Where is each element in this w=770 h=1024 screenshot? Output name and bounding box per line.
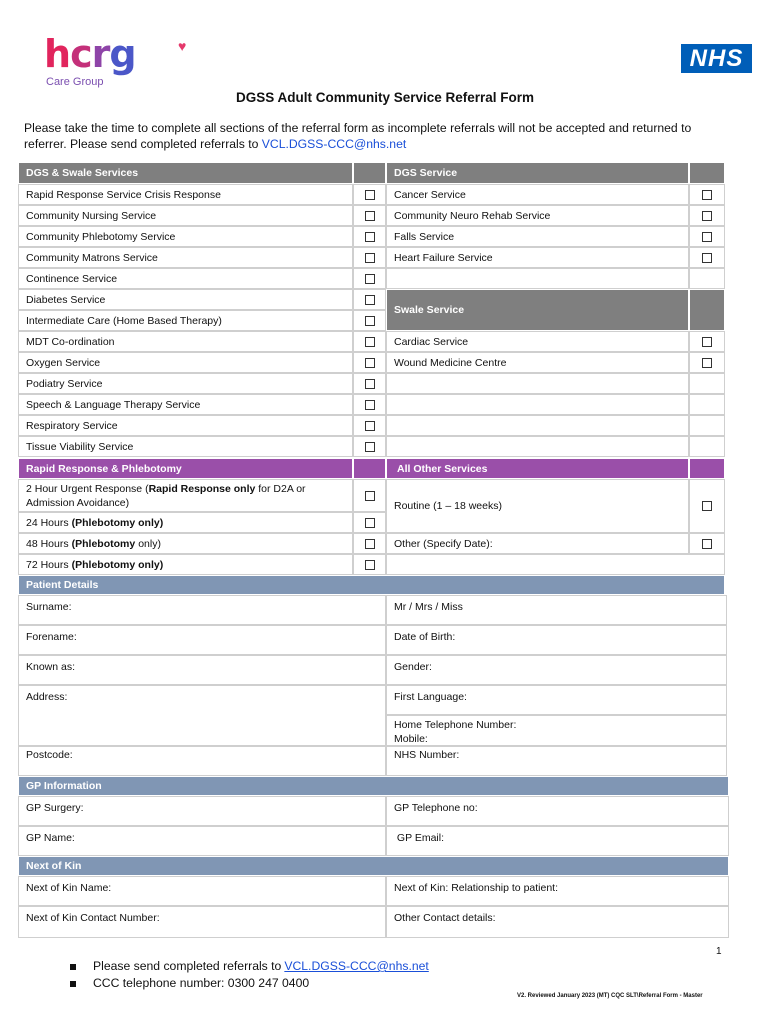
gp-row [18, 796, 725, 826]
nhs-number-field[interactable]: NHS Number: [386, 746, 727, 776]
gp-surgery-field[interactable]: GP Surgery: [18, 796, 386, 826]
other-date-label: Other (Specify Date): [386, 533, 689, 554]
logo-letter: r [91, 32, 110, 76]
service-checkbox-cell [353, 226, 386, 247]
service-checkbox-cell [689, 247, 725, 268]
service-label: Oxygen Service [18, 352, 353, 373]
checkbox[interactable] [365, 337, 375, 347]
service-label: Speech & Language Therapy Service [18, 394, 353, 415]
kin-other-contact-field[interactable]: Other Contact details: [386, 906, 729, 938]
referral-form [18, 162, 725, 938]
urgency-checkbox-cell [353, 533, 386, 554]
kin-contact-field[interactable]: Next of Kin Contact Number: [18, 906, 386, 938]
gender-field[interactable]: Gender: [386, 655, 727, 685]
address-field[interactable]: Address: [18, 685, 386, 746]
service-checkbox-cell [353, 373, 386, 394]
service-label: Rapid Response Service Crisis Response [18, 184, 353, 205]
urgency-row [18, 533, 725, 554]
service-row [18, 394, 725, 415]
intro-email-link[interactable]: VCL.DGSS-CCC@nhs.net [261, 137, 407, 151]
bullet-icon [70, 964, 76, 970]
urgency-label [18, 479, 353, 512]
service-label: Cardiac Service [386, 331, 689, 352]
checkbox[interactable] [702, 539, 712, 549]
urgency-label [18, 533, 353, 554]
language-field[interactable]: First Language: [386, 685, 727, 715]
service-checkbox-cell [353, 394, 386, 415]
routine-label: Routine (1 – 18 weeks) [386, 479, 689, 533]
gp-header-row [18, 776, 725, 796]
footer-text: V2. Reviewed January 2023 (MT) CQC SLT\Referral Form - Master [517, 993, 703, 999]
service-label: Community Nursing Service [18, 205, 353, 226]
service-row [18, 415, 725, 436]
kin-row [18, 906, 725, 938]
header-spacer [689, 162, 725, 184]
service-row [18, 184, 725, 205]
phone-field[interactable] [386, 715, 727, 746]
empty-cell [386, 373, 689, 394]
service-checkbox-cell [353, 310, 386, 331]
logo-letter: g [109, 32, 136, 76]
service-checkbox-cell [689, 352, 725, 373]
patient-details-header: Patient Details [18, 575, 725, 595]
service-label: MDT Co-ordination [18, 331, 353, 352]
text-part: 48 Hours [26, 537, 69, 550]
service-label: Tissue Viability Service [18, 436, 353, 457]
checkbox[interactable] [365, 253, 375, 263]
empty-cell [689, 268, 725, 289]
checkbox[interactable] [702, 337, 712, 347]
logo-letter: h [44, 32, 71, 76]
service-checkbox-cell [353, 268, 386, 289]
checkbox[interactable] [365, 421, 375, 431]
text-part: (Phlebotomy only) [71, 558, 164, 571]
service-row [18, 373, 725, 394]
intro-body: Please take the time to complete all sections of the referral form as incomplete referrals will not be accepted and returned to referrer. Please send completed referrals to [24, 121, 692, 151]
checkbox[interactable] [365, 518, 375, 528]
service-checkbox-cell [353, 331, 386, 352]
service-checkbox-cell [689, 331, 725, 352]
checkbox[interactable] [365, 295, 375, 305]
header-spacer [689, 458, 725, 479]
postcode-field[interactable]: Postcode: [18, 746, 386, 776]
urgency-label [18, 512, 353, 533]
empty-cell [386, 415, 689, 436]
bullet-text: CCC telephone number: 0300 247 0400 [93, 976, 310, 990]
email-link[interactable]: VCL.DGSS-CCC@nhs.net [284, 959, 429, 973]
service-label: Community Matrons Service [18, 247, 353, 268]
service-checkbox-cell [689, 226, 725, 247]
empty-cell [386, 268, 689, 289]
service-label: Community Phlebotomy Service [18, 226, 353, 247]
other-date-checkbox-cell [689, 533, 725, 554]
urgency-row [18, 512, 386, 533]
dob-field[interactable]: Date of Birth: [386, 625, 727, 655]
page-number: 1 [716, 946, 722, 957]
service-row [18, 205, 725, 226]
patient-row [18, 595, 725, 625]
rapid-header-row [18, 458, 725, 479]
service-row [18, 331, 725, 352]
patient-row [18, 625, 725, 655]
checkbox[interactable] [365, 358, 375, 368]
home-phone-label: Home Telephone Number: [394, 719, 517, 731]
service-label: Wound Medicine Centre [386, 352, 689, 373]
hcrg-wordmark [44, 32, 136, 76]
logo-letter: c [70, 32, 92, 76]
routine-row [386, 479, 725, 533]
gp-name-field[interactable]: GP Name: [18, 826, 386, 856]
service-checkbox-cell [353, 184, 386, 205]
logo-subtitle: Care Group [46, 76, 104, 88]
checkbox[interactable] [365, 211, 375, 221]
swale-service-header: Swale Service [386, 289, 689, 331]
checkbox[interactable] [365, 379, 375, 389]
service-label: Podiatry Service [18, 373, 353, 394]
next-of-kin-header: Next of Kin [18, 856, 729, 876]
dgs-swale-header: DGS & Swale Services [18, 162, 353, 184]
text-part: Rapid Response only [148, 483, 256, 495]
checkbox[interactable] [702, 190, 712, 200]
text-part: for D2A or Admission Avoidance) [26, 483, 306, 509]
gp-row [18, 826, 725, 856]
gp-email-field[interactable]: GP Email: [386, 826, 729, 856]
empty-cell [386, 436, 689, 457]
nhs-logo: NHS [681, 44, 752, 73]
service-checkbox-cell [353, 352, 386, 373]
urgency-row [18, 554, 725, 575]
service-label: Cancer Service [386, 184, 689, 205]
text-part: 24 Hours [26, 516, 69, 529]
service-row [18, 352, 725, 373]
service-checkbox-cell [689, 184, 725, 205]
text-part: 2 Hour Urgent Response ( [26, 483, 149, 495]
kin-relationship-field[interactable]: Next of Kin: Relationship to patient: [386, 876, 729, 906]
empty-cell [386, 394, 689, 415]
kin-name-field[interactable]: Next of Kin Name: [18, 876, 386, 906]
known-as-field[interactable]: Known as: [18, 655, 386, 685]
checkbox[interactable] [702, 253, 712, 263]
service-checkbox-cell [353, 289, 386, 310]
empty-cell [689, 394, 725, 415]
header-spacer [353, 458, 386, 479]
kin-row [18, 876, 725, 906]
patient-row [18, 685, 725, 746]
checkbox[interactable] [702, 358, 712, 368]
checkbox[interactable] [365, 232, 375, 242]
gp-telephone-field[interactable]: GP Telephone no: [386, 796, 729, 826]
hcrg-logo [44, 32, 187, 92]
service-label: Falls Service [386, 226, 689, 247]
patient-row [18, 655, 725, 685]
dgs-service-header: DGS Service [386, 162, 689, 184]
urgency-checkbox-cell [353, 512, 386, 533]
title-field[interactable]: Mr / Mrs / Miss [386, 595, 727, 625]
patient-row [18, 746, 725, 776]
checkbox[interactable] [365, 190, 375, 200]
header-spacer [353, 162, 386, 184]
service-label: Heart Failure Service [386, 247, 689, 268]
other-services-header: All Other Services [386, 458, 689, 479]
checkbox[interactable] [702, 232, 712, 242]
bullet-icon [70, 981, 76, 987]
rapid-response-header: Rapid Response & Phlebotomy [18, 458, 353, 479]
checkbox[interactable] [702, 501, 712, 511]
service-row [18, 226, 725, 247]
service-row [18, 268, 725, 289]
empty-cell [386, 554, 725, 575]
routine-checkbox-cell [689, 479, 725, 533]
service-checkbox-cell [353, 436, 386, 457]
forename-field[interactable]: Forename: [18, 625, 386, 655]
mobile-label: Mobile: [394, 733, 428, 745]
service-label: Continence Service [18, 268, 353, 289]
services-header-row [18, 162, 725, 184]
kin-header-row [18, 856, 725, 876]
bullet-text: Please send completed referrals to [93, 959, 282, 973]
service-label: Intermediate Care (Home Based Therapy) [18, 310, 353, 331]
service-checkbox-cell [353, 205, 386, 226]
form-title: DGSS Adult Community Service Referral Form [235, 90, 535, 105]
text-part: only) [138, 537, 161, 550]
checkbox[interactable] [365, 316, 375, 326]
service-checkbox-cell [353, 247, 386, 268]
checkbox[interactable] [365, 442, 375, 452]
contact-bullets [70, 958, 429, 992]
service-checkbox-cell [353, 415, 386, 436]
service-label: Community Neuro Rehab Service [386, 205, 689, 226]
service-row [18, 247, 725, 268]
urgency-checkbox-cell [353, 479, 386, 512]
header-spacer [689, 289, 725, 331]
bullet-item [70, 958, 429, 975]
empty-cell [689, 415, 725, 436]
checkbox[interactable] [365, 539, 375, 549]
checkbox[interactable] [365, 274, 375, 284]
urgency-label [18, 554, 353, 575]
bullet-item [70, 975, 429, 992]
gp-information-header: GP Information [18, 776, 729, 796]
checkbox[interactable] [365, 491, 375, 501]
service-row [18, 436, 725, 457]
swale-header-row [386, 289, 725, 331]
service-label: Respiratory Service [18, 415, 353, 436]
checkbox[interactable] [365, 560, 375, 570]
text-part: 72 Hours [26, 558, 69, 571]
heart-icon: ♥ [178, 38, 187, 54]
urgency-checkbox-cell [353, 554, 386, 575]
text-part: (Phlebotomy only) [71, 516, 164, 529]
checkbox[interactable] [702, 211, 712, 221]
surname-field[interactable]: Surname: [18, 595, 386, 625]
service-label: Diabetes Service [18, 289, 353, 310]
patient-header-row [18, 575, 725, 595]
empty-cell [689, 436, 725, 457]
text-part: (Phlebotomy [71, 537, 136, 550]
service-checkbox-cell [689, 205, 725, 226]
intro-text [24, 120, 724, 152]
checkbox[interactable] [365, 400, 375, 410]
empty-cell [689, 373, 725, 394]
